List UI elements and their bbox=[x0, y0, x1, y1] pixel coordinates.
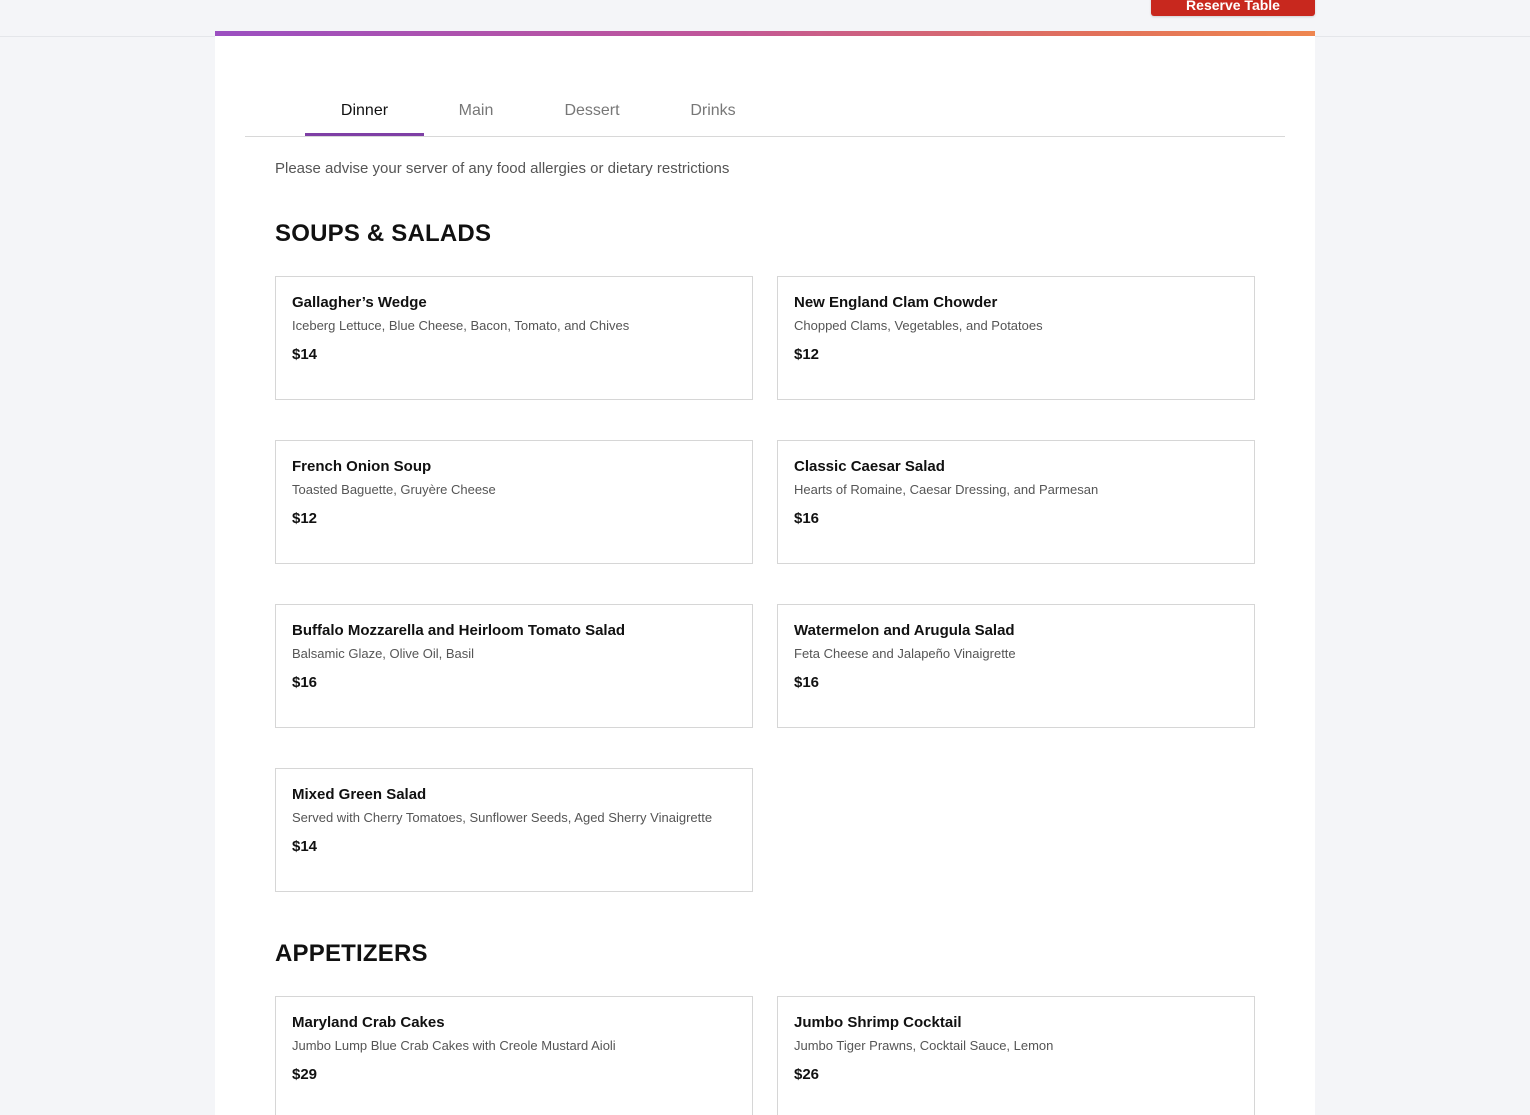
menu-item-description: Iceberg Lettuce, Blue Cheese, Bacon, Tomato, and Chives bbox=[292, 318, 630, 333]
menu-item-description: Jumbo Tiger Prawns, Cocktail Sauce, Lemon bbox=[794, 1038, 1054, 1053]
menu-item-name: Mixed Green Salad bbox=[292, 786, 427, 803]
menu-tabs bbox=[245, 97, 1285, 137]
menu-panel bbox=[215, 31, 1315, 1115]
menu-item-name: Buffalo Mozzarella and Heirloom Tomato Salad bbox=[292, 622, 626, 639]
menu-item-price: $14 bbox=[292, 346, 318, 363]
menu-item-name: Classic Caesar Salad bbox=[794, 458, 945, 475]
tab-dinner[interactable]: Dinner bbox=[305, 97, 424, 136]
menu-item-name: Maryland Crab Cakes bbox=[292, 1014, 445, 1031]
allergy-notice: Please advise your server of any food allergies or dietary restrictions bbox=[275, 160, 730, 177]
section-title-soups-salads: SOUPS & SALADS bbox=[275, 220, 492, 247]
reserve-table-button[interactable]: Reserve Table bbox=[1151, 0, 1315, 16]
menu-item-card bbox=[777, 996, 1255, 1115]
menu-item-card bbox=[777, 604, 1255, 728]
menu-item-name: Jumbo Shrimp Cocktail bbox=[794, 1014, 962, 1031]
menu-item-card bbox=[275, 768, 753, 892]
menu-item-price: $12 bbox=[292, 510, 318, 527]
menu-item-price: $16 bbox=[292, 674, 318, 691]
menu-item-card bbox=[777, 276, 1255, 400]
menu-item-price: $29 bbox=[292, 1066, 318, 1083]
menu-item-price: $16 bbox=[794, 674, 820, 691]
menu-item-name: Watermelon and Arugula Salad bbox=[794, 622, 1015, 639]
menu-item-price: $12 bbox=[794, 346, 820, 363]
menu-item-description: Toasted Baguette, Gruyère Cheese bbox=[292, 482, 496, 497]
menu-item-price: $26 bbox=[794, 1066, 820, 1083]
menu-item-name: New England Clam Chowder bbox=[794, 294, 998, 311]
menu-item-description: Jumbo Lump Blue Crab Cakes with Creole Mustard Aioli bbox=[292, 1038, 616, 1053]
menu-item-card bbox=[777, 440, 1255, 564]
tab-drinks[interactable]: Drinks bbox=[690, 102, 736, 119]
menu-item-name: French Onion Soup bbox=[292, 458, 432, 475]
menu-item-description: Chopped Clams, Vegetables, and Potatoes bbox=[794, 318, 1043, 333]
section-title-appetizers: APPETIZERS bbox=[275, 940, 428, 967]
menu-item-card bbox=[275, 996, 753, 1115]
menu-item-price: $14 bbox=[292, 838, 318, 855]
tab-dessert[interactable]: Dessert bbox=[564, 102, 620, 119]
menu-item-description: Hearts of Romaine, Caesar Dressing, and Parmesan bbox=[794, 482, 1099, 497]
tab-main[interactable]: Main bbox=[458, 102, 494, 119]
menu-item-description: Served with Cherry Tomatoes, Sunflower Seeds, Aged Sherry Vinaigrette bbox=[292, 810, 713, 825]
menu-item-card bbox=[275, 604, 753, 728]
menu-item-description: Balsamic Glaze, Olive Oil, Basil bbox=[292, 646, 475, 661]
menu-item-card bbox=[275, 276, 753, 400]
menu-item-name: Gallagher’s Wedge bbox=[292, 294, 427, 311]
menu-item-price: $16 bbox=[794, 510, 820, 527]
menu-item-card bbox=[275, 440, 753, 564]
accent-gradient-bar bbox=[215, 31, 1315, 36]
menu-item-description: Feta Cheese and Jalapeño Vinaigrette bbox=[794, 646, 1016, 661]
